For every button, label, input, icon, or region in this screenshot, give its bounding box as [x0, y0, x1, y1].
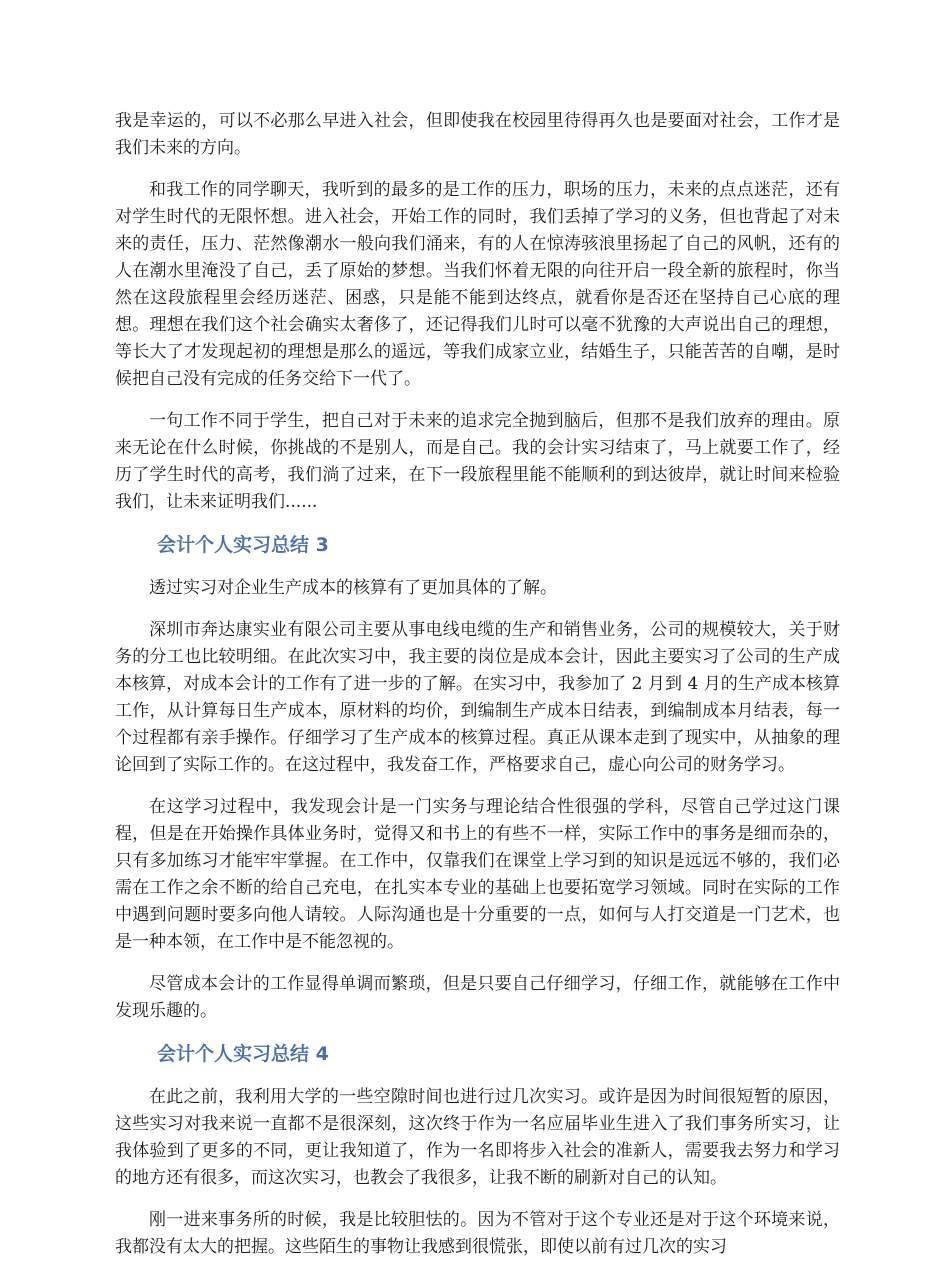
section-3-paragraph-3: 在这学习过程中，我发现会计是一门实务与理论结合性很强的学科，尽管自己学过这门课程，但是在开始操作具体业务时，觉得又和书上的有些不一样，实际工作中的事务是细而杂的，只有多加练习才能牢牢掌握。在工作中，仅靠我们在课堂上学习到的知识是远远不够的，我们必需在工作之余不断的给自己充电，在扎实本专业的基础上也要拓宽学习领域。同时在实际的工作中遇到问题时要多向他人请较。人际沟通也是十分重要的一点，如何与人打交道是一门艺术，也是一种本领，在工作中是不能忽视的。 — [115, 797, 840, 952]
document-page — [115, 108, 840, 1276]
intro-paragraph-1: 我是幸运的，可以不必那么早进入社会，但即使我在校园里待得再久也是要面对社会，工作才是我们未来的方向。 — [115, 111, 840, 158]
section-3-paragraph-2: 深圳市奔达康实业有限公司主要从事电线电缆的生产和销售业务，公司的规模较大，关于财务的分工也比较明细。在此次实习中，我主要的岗位是成本会计，因此主要实习了公司的生产成本核算，对成本会计的工作有了进一步的了解。在实习中，我参加了 2 月到 4 月的生产成本核算工作，从计算每日生产成本，原材料的均价，到编制生产成本日结表，到编制成本月结表，每一个过程都有亲手操作。仔细学习了生产成本的核算过程。真正从课本走到了现实中，从抽象的理论回到了实际工作的。在这过程中，我发奋工作，严格要求自己，虚心向公司的财务学习。 — [115, 620, 840, 775]
intro-paragraph-3: 一句工作不同于学生，把自己对于未来的追求完全抛到脑后，但那不是我们放弃的理由。原来无论在什么时候，你挑战的不是别人，而是自己。我的会计实习结束了，马上就要工作了，经历了学生时代的高考，我们淌了过来，在下一段旅程里能不能顺利的到达彼岸，就让时间来检验我们，让未来证明我们...... — [115, 411, 840, 512]
section-4-paragraph-2: 刚一进来事务所的时候，我是比较胆怯的。因为不管对于这个专业还是对于这个环境来说，我都没有太大的把握。这些陌生的事物让我感到很慌张，即使以前有过几次的实习 — [115, 1210, 840, 1257]
section-4-paragraph-1: 在此之前，我利用大学的一些空隙时间也进行过几次实习。或许是因为时间很短暂的原因，这些实习对我来说一直都不是很深刻，这次终于作为一名应届毕业生进入了我们事务所实习，让我体验到了更多的不同，更让我知道了，作为一名即将步入社会的准新人，需要我去努力和学习的地方还有很多，而这次实习，也教会了我很多，让我不断的刷新对自己的认知。 — [115, 1087, 840, 1188]
intro-paragraph-2: 和我工作的同学聊天，我听到的最多的是工作的压力，职场的压力，未来的点点迷茫，还有对学生时代的无限怀想。进入社会，开始工作的同时，我们丢掉了学习的义务，但也背起了对未来的责任，压力、茫然像潮水一般向我们涌来，有的人在惊涛骇浪里扬起了自己的风帆，还有的人在潮水里淹没了自己，丢了原始的梦想。当我们怀着无限的向往开启一段全新的旅程时，你当然在这段旅程里会经历迷茫、困惑，只是能不能到达终点，就看你是否还在坚持自己心底的理想。理想在我们这个社会确实太奢侈了，还记得我们儿时可以毫不犹豫的大声说出自己的理想，等长大了才发现起初的理想是那么的遥远，等我们成家立业，结婚生子，只能苦苦的自嘲，是时候把自己没有完成的任务交给下一代了。 — [115, 180, 840, 389]
section-4-heading: 会计个人实习总结 4 — [157, 1043, 329, 1065]
section-3-heading: 会计个人实习总结 3 — [157, 534, 329, 556]
section-3-paragraph-4: 尽管成本会计的工作显得单调而繁琐，但是只要自己仔细学习，仔细工作，就能够在工作中发现乐趣的。 — [115, 974, 840, 1021]
section-3-paragraph-1: 透过实习对企业生产成本的核算有了更加具体的了解。 — [149, 578, 557, 598]
